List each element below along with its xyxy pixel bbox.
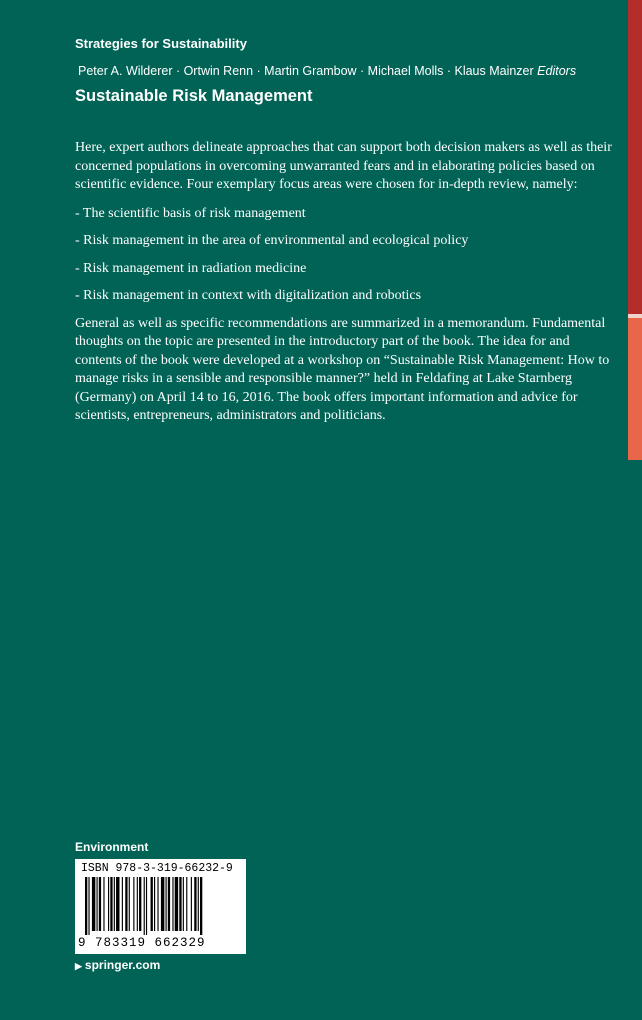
spine-color-strip <box>628 0 642 460</box>
focus-area-item: - Risk management in the area of environmental and ecological policy <box>75 233 469 248</box>
focus-area-item: - Risk management in context with digitalization and robotics <box>75 288 422 303</box>
subject-category: Environment <box>75 840 149 854</box>
triangle-right-icon: ▶ <box>75 961 82 971</box>
blurb-closing: General as well as specific recommendations are summarized in a memorandum. Fundamental thoughts on the topic are presented in the introductory part of the book. The idea for and contents of the book were developed at a workshop on “Sustainable Risk Management: How to manage risks in a sensible and responsible manner?” held in Feldafing at Lake Starnberg (Germany) on April 14 to 16, 2016. The book offers important information and advice for scientists, entrepreneurs, administrators and politicians. <box>75 315 610 423</box>
blurb-intro: Here, expert authors delineate approaches that can support both decision makers as well as their concerned populations in overcoming unwarranted fears and in elaborating policies based on scientific evidence. Four exemplary focus areas were chosen for in-depth review, namely: <box>75 140 612 192</box>
focus-area-item: - Risk management in radiation medicine <box>75 260 307 276</box>
blurb <box>75 139 615 436</box>
book-title: Sustainable Risk Management <box>75 87 313 105</box>
spine-orange-band <box>628 318 642 460</box>
editors-role: Editors <box>537 64 577 78</box>
barcode-bars <box>79 877 242 935</box>
publisher-link[interactable] <box>75 958 160 972</box>
focus-area-list <box>75 205 615 306</box>
series-name: Strategies for Sustainability <box>75 36 247 51</box>
editors-line <box>78 64 576 78</box>
isbn-barcode <box>75 859 246 954</box>
spine-red-band <box>628 0 642 318</box>
focus-area-item: - The scientific basis of risk management <box>75 205 306 221</box>
isbn-label: ISBN 978-3-319-66232-9 <box>81 862 233 875</box>
ean-digits: 9 783319 662329 <box>78 936 206 950</box>
publisher-url: springer.com <box>84 958 161 972</box>
editor-names: Peter A. Wilderer · Ortwin Renn · Martin Grambow · Michael Molls · Klaus Mainzer <box>78 64 534 78</box>
